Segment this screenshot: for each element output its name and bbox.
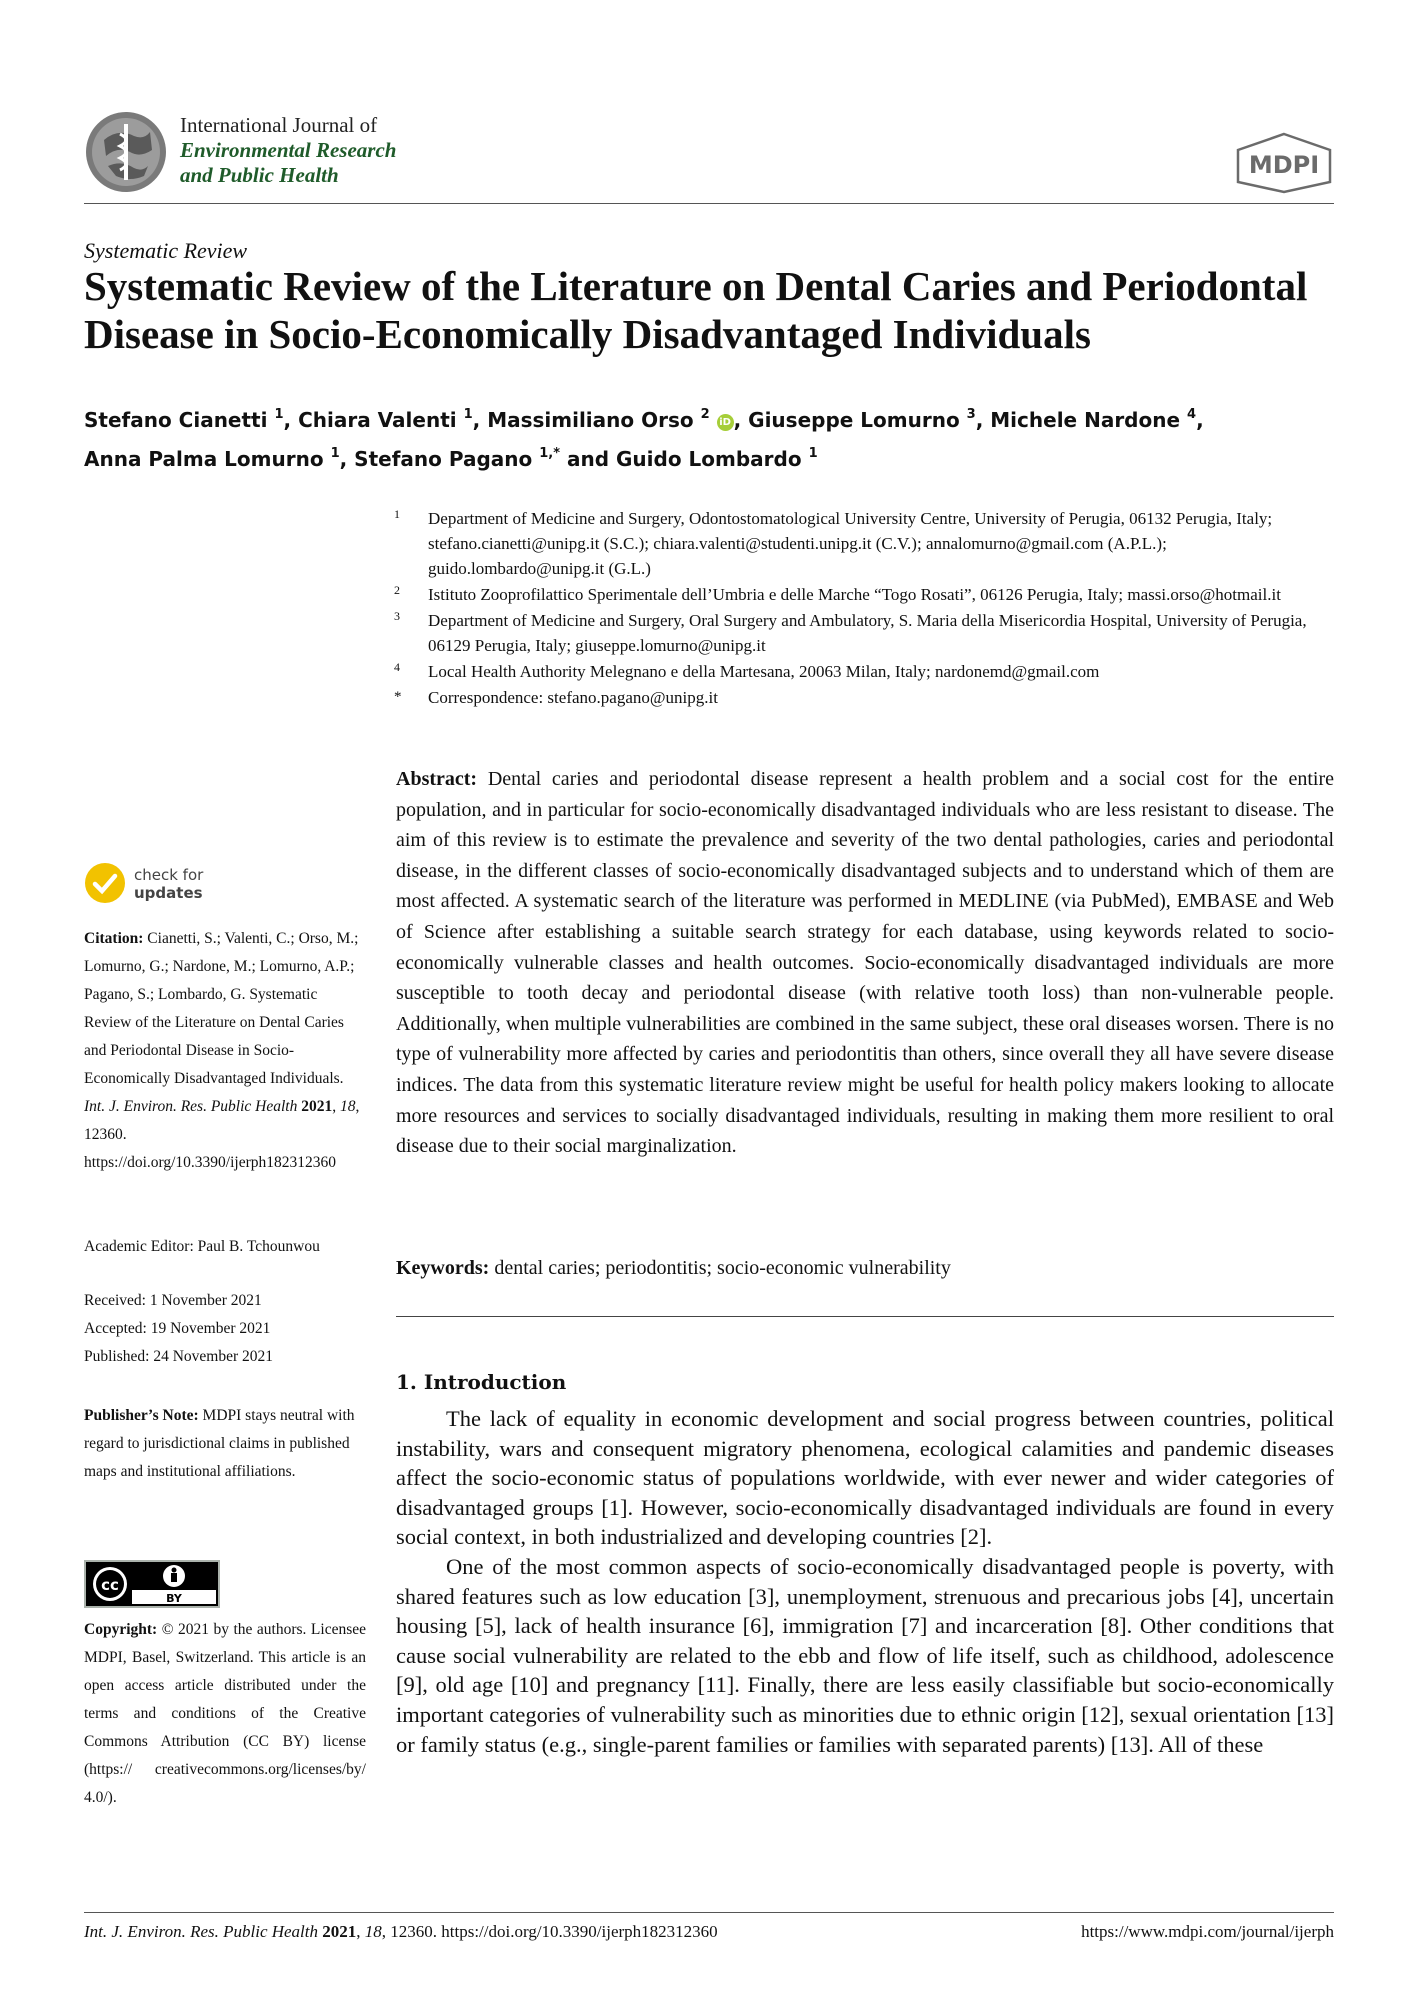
- correspondence-star: *: [394, 689, 402, 705]
- author-affil-sup: 1: [330, 446, 340, 461]
- journal-name-line2: Environmental Research: [180, 138, 397, 162]
- journal-name-line1: International Journal of: [180, 113, 378, 137]
- footer-divider: [84, 1912, 1334, 1913]
- mdpi-logo-icon: [1234, 132, 1334, 194]
- author-list: Stefano Cianetti $^1$, Chiara Valenti $^1$, Massimiliano Orso $^2$ iD , Giuseppe Lomurno $^3$, Michele Nardone $^4$, Anna Palma Lomurno $^1$, Stefano Pagano $^{1,*}$ and Guido Lombardo $^1$: [84, 407, 1204, 471]
- citation-block: Citation: Cianetti, S.; Valenti, C.; Orso, M.; Lomurno, G.; Nardone, M.; Lomurno, A.P.; Pagano, S.; Lombardo, G. Systematic Review of the Literature on Dental Caries and Periodontal Disease in Socio-Economically Disadvantaged Individuals. Int. J. Environ. Res. Public Health 2021, 18, 12360. https://doi.org/10.3390/ijerph182312360: [84, 930, 360, 1171]
- affiliation-number: 1: [394, 507, 400, 521]
- header-divider: [84, 203, 1334, 204]
- check-badge-icon: [84, 862, 126, 904]
- orcid-icon[interactable]: iD: [717, 414, 734, 431]
- author-name: Giuseppe Lomurno: [748, 408, 960, 432]
- citation-volume: 18: [340, 1098, 356, 1115]
- author-affil-sup: 3: [966, 407, 976, 422]
- affiliation-item: [390, 582, 1330, 607]
- check-for-updates-label: [134, 866, 203, 902]
- cc-by-license-icon[interactable]: [84, 1560, 220, 1608]
- publisher-note: [84, 1402, 366, 1486]
- published-date: Published: 24 November 2021: [84, 1348, 273, 1365]
- keywords-label: Keywords:: [396, 1257, 490, 1279]
- journal-name: [180, 113, 396, 188]
- journal-name-line3: and Public Health: [180, 163, 339, 187]
- footer-citation: Int. J. Environ. Res. Public Health 2021, 18, 12360. https://doi.org/10.3390/ijerph182312360: [84, 1922, 718, 1941]
- affiliation-number: 2: [394, 583, 400, 597]
- citation-label: Citation:: [84, 930, 144, 947]
- copyright-block: [84, 1616, 366, 1812]
- publisher-note-text: MDPI stays neutral with regard to jurisdictional claims in published maps and institutional affiliations.: [84, 1407, 355, 1480]
- author-name: Guido Lombardo: [616, 447, 802, 471]
- journal-logo-icon: [84, 110, 168, 194]
- author-name: Stefano Pagano: [354, 447, 533, 471]
- affiliation-text: Department of Medicine and Surgery, Odontostomatological University Centre, University of Perugia, 06132 Perugia, Italy; stefano.cianetti@unipg.it (S.C.); chiara.valenti@studenti.unipg.it (C.V.); annalomurno@gmail.com (A.P.L.); guido.lombardo@unipg.it (G.L.): [428, 509, 1273, 578]
- keywords: [396, 1253, 1334, 1283]
- citation-journal: Int. J. Environ. Res. Public Health: [84, 1098, 298, 1115]
- author-affil-sup: 1: [463, 407, 473, 422]
- affiliation-item: [390, 608, 1330, 658]
- author-affil-sup: 2: [700, 407, 710, 422]
- author-name: Chiara Valenti: [298, 408, 457, 432]
- author-affil-sup: 1: [274, 407, 284, 422]
- abstract-text: Dental caries and periodontal disease represent a health problem and a social cost for the entire population, and in particular for socio-economically disadvantaged individuals who are less resistant to disease. The aim of this review is to estimate the prevalence and severity of the two dental pathologies, caries and periodontal disease, in the different classes of socio-economically disadvantaged subjects and to understand which of them are most affected. A systematic search of the literature was performed in MEDLINE (via PubMed), EMBASE and Web of Science after establishing a suitable search strategy for each database, using keywords related to socio-economically vulnerable classes and health outcomes. Socio-economically disadvantaged individuals are more susceptible to tooth decay and periodontal disease (with relative tooth loss) than non-vulnerable people. Additionally, when multiple vulnerabilities are combined in the same subject, these oral diseases worsen. There is no type of vulnerability more affected by caries and periodontitis than others, since overall they all have severe disease indices. The data from this systematic literature review might be useful for health policy makers looking to allocate more resources and services to socially disadvantaged individuals, resulting in making them more resilient to oral disease due to their social marginalization.: [396, 768, 1334, 1158]
- abstract-label: Abstract:: [396, 768, 478, 790]
- journal-header: [84, 110, 1334, 200]
- author-name: Stefano Cianetti: [84, 408, 268, 432]
- affiliation-number: 4: [394, 660, 400, 674]
- author-affil-sup: 4: [1187, 407, 1197, 422]
- correspondence-text: Correspondence: stefano.pagano@unipg.it: [428, 688, 718, 707]
- affiliation-text: Local Health Authority Melegnano e della Martesana, 20063 Milan, Italy; nardonemd@gmail.com: [428, 662, 1100, 681]
- affiliation-item: [390, 659, 1330, 684]
- author-and: and: [566, 447, 610, 471]
- footer-volume: 18: [364, 1922, 382, 1941]
- correspondence-item: [390, 685, 1330, 710]
- keywords-text: dental caries; periodontitis; socio-economic vulnerability: [494, 1257, 951, 1279]
- footer-journal-url[interactable]: https://www.mdpi.com/journal/ijerph: [1081, 1922, 1334, 1941]
- citation-year: 2021: [301, 1098, 333, 1115]
- received-date: Received: 1 November 2021: [84, 1292, 262, 1309]
- footer-journal: Int. J. Environ. Res. Public Health: [84, 1922, 319, 1941]
- affiliation-number: 3: [394, 609, 400, 623]
- article-dates: [84, 1287, 366, 1371]
- footer-year: 2021: [322, 1922, 357, 1941]
- article-type: Systematic Review: [84, 238, 248, 263]
- cc-by-label: BY: [166, 1592, 182, 1605]
- footer-doi[interactable]: , 12360. https://doi.org/10.3390/ijerph182312360: [381, 1922, 718, 1941]
- author-affil-sup: 1: [808, 446, 818, 461]
- citation-doi[interactable]: , 12360. https://doi.org/10.3390/ijerph182312360: [84, 1098, 360, 1171]
- academic-editor: Academic Editor: Paul B. Tchounwou: [84, 1238, 320, 1255]
- copyright-label: Copyright:: [84, 1621, 158, 1638]
- section-heading: 1. Introduction: [396, 1370, 567, 1394]
- author-affil-sup: 1,*: [539, 446, 561, 461]
- check-line2: updates: [134, 884, 203, 902]
- paragraph: The lack of equality in economic development and social progress between countries, political instability, wars and consequent migratory phenomena, ecological calamities and pandemic diseases affect the socio-economic status of populations worldwide, with ever newer and wider categories of disadvantaged groups [1]. However, socio-economically disadvantaged individuals are found in every social context, in both industrialized and developing countries [2].: [396, 1406, 1334, 1550]
- affiliation-item: [390, 506, 1330, 581]
- svg-text:MDPI: MDPI: [1248, 151, 1320, 179]
- affiliation-text: Istituto Zooprofilattico Sperimentale dell’Umbria e delle Marche “Togo Rosati”, 06126 Perugia, Italy; massi.orso@hotmail.it: [428, 585, 1281, 604]
- check-for-updates-button[interactable]: [84, 862, 224, 912]
- affiliation-list: [390, 506, 1330, 711]
- copyright-text: © 2021 by the authors. Licensee MDPI, Basel, Switzerland. This article is an open access article distributed under the terms and conditions of the Creative Commons Attribution (CC BY) license (https:// creativecommons.org/licenses/by/ 4.0/).: [84, 1621, 366, 1806]
- publisher-note-label: Publisher’s Note:: [84, 1407, 199, 1424]
- article-title: Systematic Review of the Literature on Dental Caries and Periodontal Disease in Socio-Economically Disadvantaged Individuals: [84, 263, 1308, 357]
- affiliation-text: Department of Medicine and Surgery, Oral Surgery and Ambulatory, S. Maria della Misericordia Hospital, University of Perugia, 06129 Perugia, Italy; giuseppe.lomurno@unipg.it: [428, 611, 1307, 655]
- author-name: Massimiliano Orso: [487, 408, 694, 432]
- author-name: Anna Palma Lomurno: [84, 447, 324, 471]
- section-divider: [396, 1316, 1334, 1317]
- abstract: [396, 764, 1334, 1162]
- citation-text: Cianetti, S.; Valenti, C.; Orso, M.; Lomurno, G.; Nardone, M.; Lomurno, A.P.; Pagano, S.; Lombardo, G. Systematic Review of the Literature on Dental Caries and Periodontal Disease in Socio-Economically Disadvantaged Individuals.: [84, 930, 359, 1087]
- paragraph: One of the most common aspects of socio-economically disadvantaged people is poverty, with shared features such as low education [3], unemployment, strenuous and precarious jobs [4], uncertain housing [5], lack of health insurance [6], immigration [7] and incarceration [8]. Other conditions that cause social vulnerability are related to the ebb and flow of life itself, such as childhood, adolescence [9], old age [10] and pregnancy [11]. Finally, there are less easily classifiable but socio-economically important categories of vulnerability such as minorities due to ethnic origin [12], sexual orientation [13] or family status (e.g., single-parent families or families with separated parents) [13]. All of these: [396, 1553, 1334, 1757]
- check-line1: check for: [134, 866, 204, 884]
- accepted-date: Accepted: 19 November 2021: [84, 1320, 271, 1337]
- introduction-body: [396, 1404, 1334, 1759]
- svg-text:cc: cc: [101, 1576, 119, 1594]
- author-name: Michele Nardone: [990, 408, 1181, 432]
